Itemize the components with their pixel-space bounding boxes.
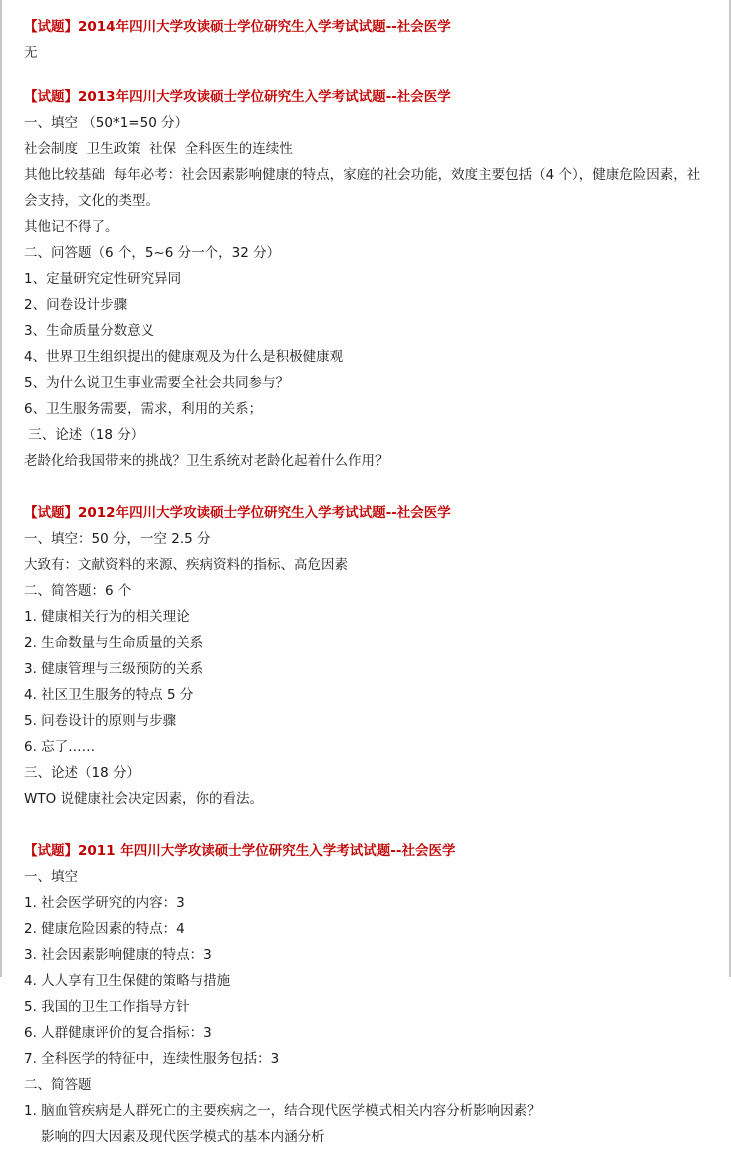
section-line: 5. 问卷设计的原则与步骤 <box>24 713 177 729</box>
section-line: 1. 脑血管疾病是人群死亡的主要疾病之一，结合现代医学模式相关内容分析影响因素？ <box>24 1103 541 1119</box>
exam-section-2011 <box>24 838 713 1150</box>
section-line: 三、论述（18 分） <box>24 427 145 443</box>
section-heading: 【试题】2014年四川大学攻读硕士学位研究生入学考试试题--社会医学 <box>24 19 451 35</box>
section-line: 其他比较基础 每年必考：社会因素影响健康的特点，家庭的社会功能，效度主要包括（4 个），健康危险因素，社会支持，文化的类型。 <box>24 167 701 209</box>
section-line: 3. 健康管理与三级预防的关系 <box>24 661 204 677</box>
section-line: 3. 社会因素影响健康的特点：3 <box>24 947 212 963</box>
section-line: 1. 社会医学研究的内容：3 <box>24 895 185 911</box>
section-line: 大致有：文献资料的来源、疾病资料的指标、高危因素 <box>24 557 348 573</box>
section-line: 4. 人人享有卫生保健的策略与措施 <box>24 973 231 989</box>
section-line: 6、卫生服务需要，需求，利用的关系； <box>24 401 263 417</box>
spacer <box>24 812 713 838</box>
exam-section-2012 <box>24 500 713 812</box>
section-line: 二、简答题：6 个 <box>24 583 132 599</box>
section-line: WTO 说健康社会决定因素，你的看法。 <box>24 791 264 807</box>
section-line: 一、填空 （50*1=50 分） <box>24 115 189 131</box>
section-heading: 【试题】2012年四川大学攻读硕士学位研究生入学考试试题--社会医学 <box>24 505 451 521</box>
section-heading: 【试题】2013年四川大学攻读硕士学位研究生入学考试试题--社会医学 <box>24 89 451 105</box>
section-line: 二、简答题 <box>24 1077 92 1093</box>
section-line: 一、填空：50 分，一空 2.5 分 <box>24 531 211 547</box>
section-line: 3、生命质量分数意义 <box>24 323 155 339</box>
section-line: 1、定量研究定性研究异同 <box>24 271 182 287</box>
section-line: 老龄化给我国带来的挑战？卫生系统对老龄化起着什么作用？ <box>24 453 389 469</box>
section-line: 6. 忘了…… <box>24 739 96 755</box>
section-line: 三、论述（18 分） <box>24 765 140 781</box>
section-line: 一、填空 <box>24 869 78 885</box>
section-line: 2. 生命数量与生命质量的关系 <box>24 635 204 651</box>
section-line: 二、问答题（6 个，5~6 分一个，32 分） <box>24 245 281 261</box>
section-line: 2、问卷设计步骤 <box>24 297 128 313</box>
section-line: 社会制度 卫生政策 社保 全科医生的连续性 <box>24 141 293 157</box>
section-line: 4、世界卫生组织提出的健康观及为什么是积极健康观 <box>24 349 344 365</box>
section-line: 2. 健康危险因素的特点：4 <box>24 921 185 937</box>
spacer <box>24 66 713 84</box>
section-line: 6. 人群健康评价的复合指标：3 <box>24 1025 212 1041</box>
section-line: 5、为什么说卫生事业需要全社会共同参与？ <box>24 375 290 391</box>
exam-section-2014 <box>24 14 713 66</box>
section-line: 无 <box>24 45 38 61</box>
section-heading: 【试题】2011 年四川大学攻读硕士学位研究生入学考试试题--社会医学 <box>24 843 456 859</box>
section-line: 7. 全科医学的特征中，连续性服务包括：3 <box>24 1051 280 1067</box>
spacer <box>24 474 713 500</box>
section-line: 1. 健康相关行为的相关理论 <box>24 609 190 625</box>
exam-section-2013 <box>24 84 713 474</box>
section-line: 其他记不得了。 <box>24 219 119 235</box>
section-line: 4. 社区卫生服务的特点 5 分 <box>24 687 194 703</box>
section-line: 影响的四大因素及现代医学模式的基本内涵分析 <box>24 1129 325 1145</box>
section-line: 5. 我国的卫生工作指导方针 <box>24 999 190 1015</box>
